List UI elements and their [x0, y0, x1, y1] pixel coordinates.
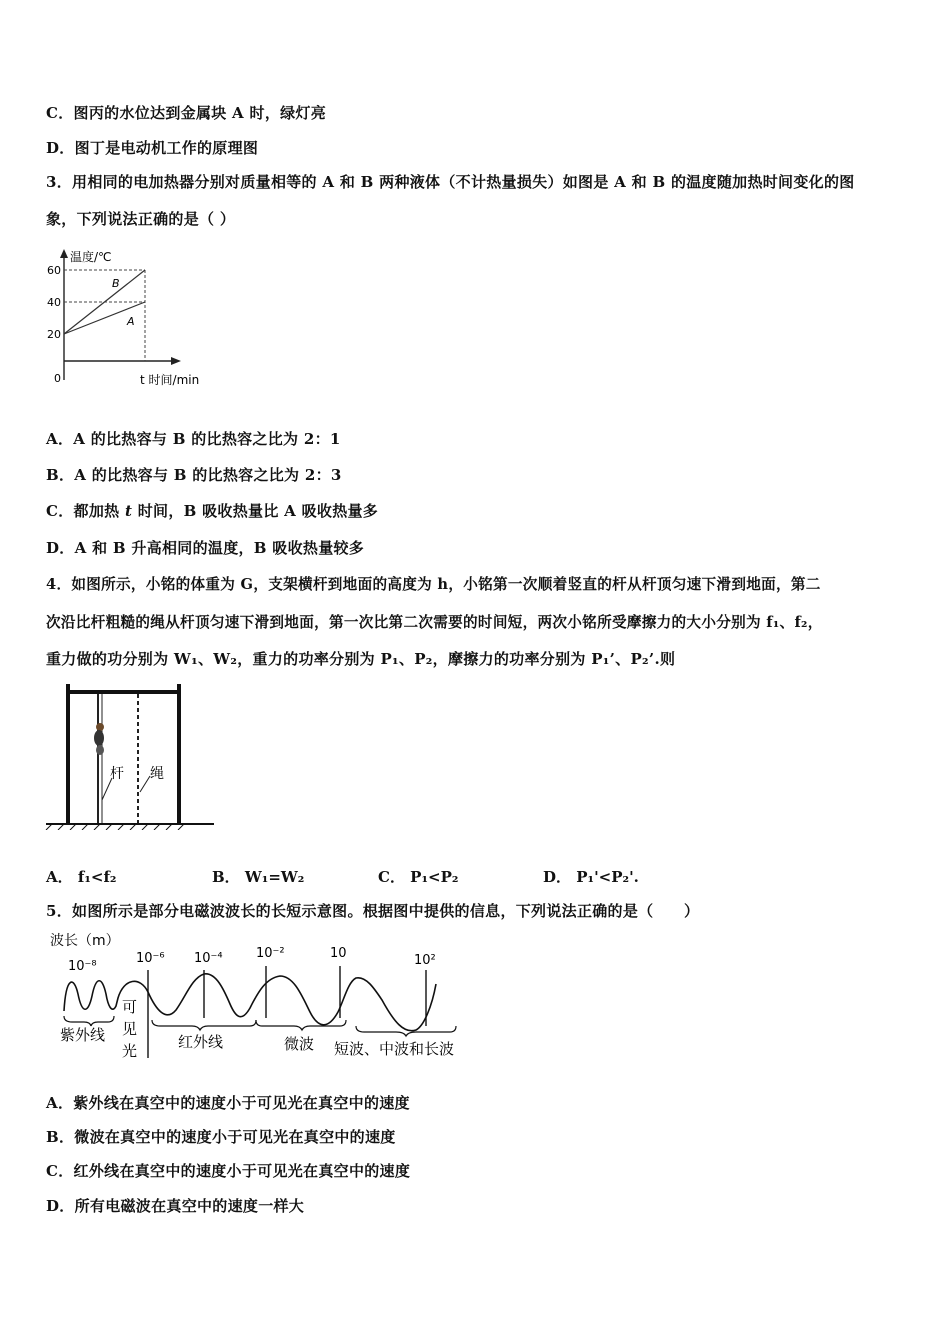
mark-1e2: 10²	[414, 953, 436, 968]
mark-10: 10	[330, 946, 347, 961]
q4-stem-line3: 重力做的功分别为 W₁、W₂，重力的功率分别为 P₁、P₂，摩擦力的功率分别为 P₁’、P₂’.则	[46, 650, 676, 668]
label-microwave: 微波	[284, 1035, 315, 1053]
em-wave	[64, 974, 436, 1031]
y-axis-arrow	[60, 249, 68, 258]
q4-stem-line1: 4．如图所示，小铭的体重为 G，支架横杆到地面的高度为 h，小铭第一次顺着竖直的杆从杆顶匀速下滑到地面，第二	[46, 576, 821, 593]
pole-label: 杆	[110, 766, 124, 782]
x-axis-label: t 时间/min	[140, 373, 200, 387]
frame-crossbar	[66, 690, 181, 694]
label-infrared: 红外线	[178, 1033, 224, 1051]
q3-option-d: D．A 和 B 升高相同的温度，B 吸收热量较多	[46, 539, 365, 557]
q5-option-a: A．紫外线在真空中的速度小于可见光在真空中的速度	[46, 1094, 410, 1112]
frame-left-post	[66, 684, 70, 824]
person-figure	[94, 723, 104, 755]
mark-1e-6: 10⁻⁶	[136, 951, 165, 966]
label-radio: 短波、中波和长波	[334, 1040, 455, 1058]
brace-uv	[64, 1016, 114, 1026]
q5-stem: 5．如图所示是部分电磁波波长的长短示意图。根据图中提供的信息，下列说法正确的是（ ）	[46, 902, 700, 920]
q5-option-b: B．微波在真空中的速度小于可见光在真空中的速度	[46, 1128, 396, 1146]
q3-option-c-t: t	[124, 502, 133, 520]
brace-radio	[356, 1026, 456, 1036]
origin-label: 0	[54, 372, 61, 385]
q5-option-d: D．所有电磁波在真空中的速度一样大	[46, 1197, 305, 1215]
brace-microwave	[256, 1020, 346, 1030]
y-axis-label: 温度/℃	[70, 250, 112, 264]
label-visible-1: 可	[122, 998, 138, 1016]
q4-option-a: A． f₁<f₂	[46, 868, 117, 886]
label-uv: 紫外线	[60, 1026, 106, 1044]
frame-right-post	[177, 684, 181, 824]
q3-option-c	[46, 500, 378, 521]
q2-option-d: D．图丁是电动机工作的原理图	[46, 139, 259, 157]
rope-leader-line	[140, 776, 150, 792]
mark-1e-8: 10⁻⁸	[68, 959, 97, 974]
em-spectrum-diagram	[44, 926, 474, 1066]
tick-60: 60	[47, 264, 61, 277]
rope-label: 绳	[150, 766, 164, 782]
q3-option-b: B．A 的比热容与 B 的比热容之比为 2：3	[46, 466, 342, 484]
wavelength-title: 波长（m）	[50, 933, 120, 949]
series-b-label: B	[112, 277, 120, 290]
label-visible-2: 见	[122, 1020, 138, 1038]
q4-option-d: D． P₁'<P₂'.	[543, 868, 639, 886]
tick-20: 20	[47, 328, 61, 341]
mark-1e-4: 10⁻⁴	[194, 951, 223, 966]
q4-stem-line2: 次沿比杆粗糙的绳从杆顶匀速下滑到地面，第一次比第二次需要的时间短，两次小铭所受摩擦力的大小分别为 f₁、f₂，	[46, 614, 823, 631]
q3-stem-line2: 象，下列说法正确的是（ ）	[46, 210, 236, 228]
brace-ir	[152, 1020, 256, 1030]
q4-option-b: B． W₁=W₂	[212, 868, 305, 886]
q3-option-c-post: 时间，B 吸收热量比 A 吸收热量多	[132, 502, 379, 520]
q3-option-c-pre: C．都加热	[46, 502, 125, 520]
label-visible-3: 光	[122, 1042, 138, 1060]
q4-option-c: C． P₁<P₂	[378, 868, 459, 886]
q5-option-c: C．红外线在真空中的速度小于可见光在真空中的速度	[46, 1162, 411, 1180]
q2-option-c: C．图丙的水位达到金属块 A 时，绿灯亮	[46, 104, 327, 122]
tick-40: 40	[47, 296, 61, 309]
series-a-label: A	[127, 315, 135, 328]
q3-stem-line1: 3．用相同的电加热器分别对质量相等的 A 和 B 两种液体（不计热量损失）如图是 A 和 B 的温度随加热时间变化的图	[46, 173, 855, 191]
mark-1e-2: 10⁻²	[256, 946, 285, 961]
pole-rope-diagram	[44, 680, 220, 830]
x-axis-arrow	[171, 357, 181, 365]
temperature-time-graph	[44, 246, 224, 394]
q3-option-a: A．A 的比热容与 B 的比热容之比为 2：1	[46, 430, 341, 448]
